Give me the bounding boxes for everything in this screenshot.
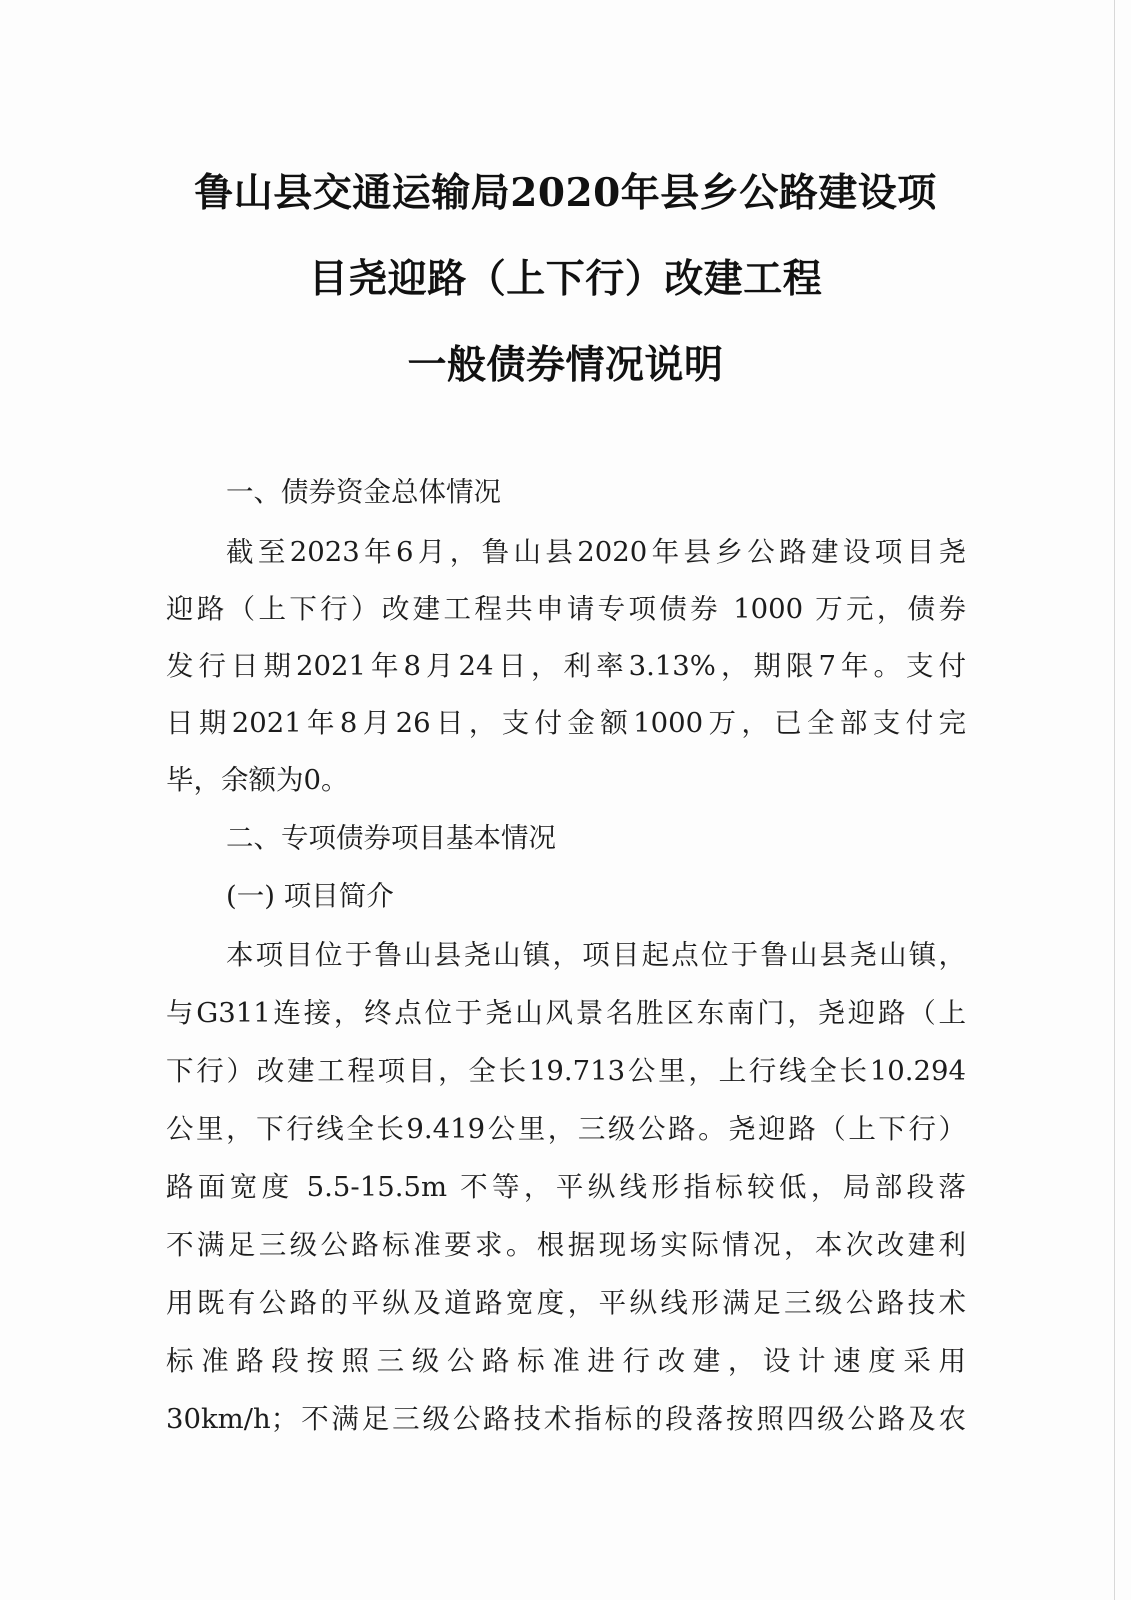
paragraph-line: 路面宽度 5.5-15.5m 不等，平纵线形指标较低，局部段落 [166,1171,966,1203]
paragraph-line: 与G311连接，终点位于尧山风景名胜区东南门，尧迎路（上 [166,997,966,1029]
paragraph-line: 本项目位于鲁山县尧山镇，项目起点位于鲁山县尧山镇， [226,939,966,971]
paragraph-line: 毕，余额为0。 [166,764,349,796]
document-title-line-2: 目尧迎路（上下行）改建工程 [308,256,823,302]
paragraph-line: 迎路（上下行）改建工程共申请专项债券 1000 万元，债券 [166,593,966,625]
document-title-line-1: 鲁山县交通运输局2020年县乡公路建设项 [194,170,937,216]
section-2-subheading: (一) 项目简介 [226,880,394,912]
paragraph-line: 日期2021年8月26日，支付金额1000万，已全部支付完 [166,707,966,739]
document-title-line-3: 一般债券情况说明 [407,342,724,388]
paragraph-line: 标准路段按照三级公路标准进行改建，设计速度采用 [166,1345,966,1377]
paragraph-line: 公里，下行线全长9.419公里，三级公路。尧迎路（上下行） [166,1113,966,1145]
paragraph-line: 30km/h；不满足三级公路技术指标的段落按照四级公路及农 [166,1403,966,1435]
paragraph-line: 不满足三级公路标准要求。根据现场实际情况，本次改建利 [166,1229,966,1261]
section-2-heading: 二、专项债券项目基本情况 [226,822,556,854]
paragraph-line: 用既有公路的平纵及道路宽度，平纵线形满足三级公路技术 [166,1287,966,1319]
paragraph-line: 下行）改建工程项目，全长19.713公里，上行线全长10.294 [166,1055,966,1087]
scan-edge-divider [1114,0,1115,1600]
paragraph-line: 发行日期2021年8月24日，利率3.13%，期限7年。支付 [166,650,966,682]
paragraph-line: 截至2023年6月，鲁山县2020年县乡公路建设项目尧 [226,536,966,568]
section-1-heading: 一、债券资金总体情况 [226,476,501,508]
